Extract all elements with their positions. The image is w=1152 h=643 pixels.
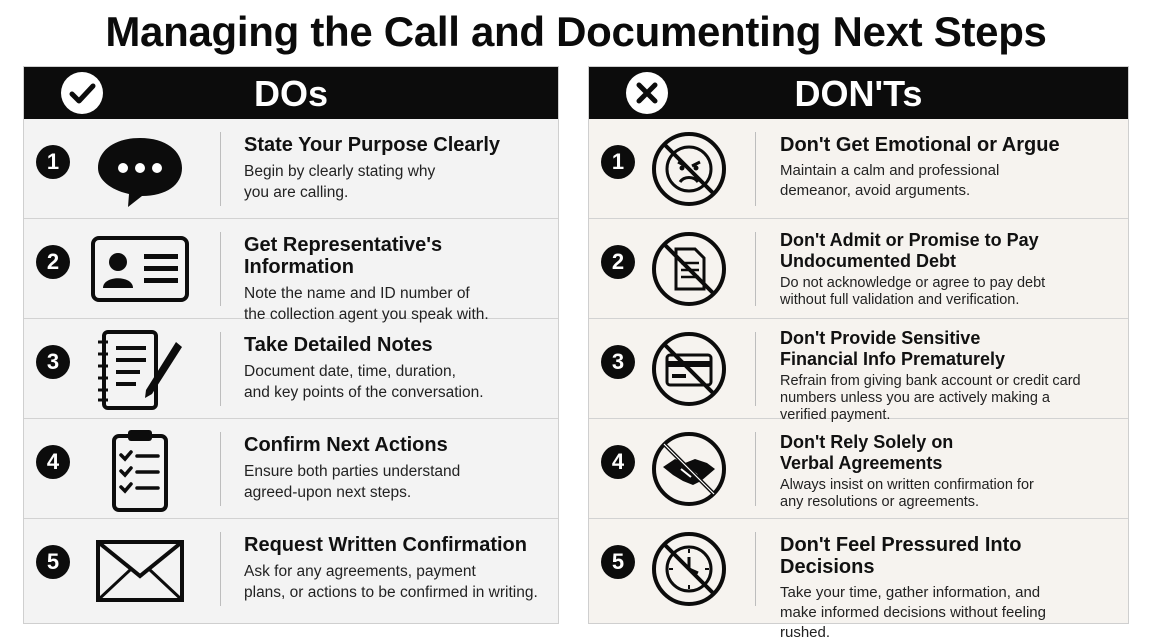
speech-bubble-icon xyxy=(90,128,190,212)
row-title: Don't Rely Solely on Verbal Agreements xyxy=(780,432,954,473)
row-title: Request Written Confirmation xyxy=(244,534,527,556)
no-credit-card-icon xyxy=(649,329,729,409)
number-badge: 4 xyxy=(601,445,635,479)
clipboard-checklist-icon xyxy=(90,428,190,512)
no-handshake-icon xyxy=(649,429,729,509)
id-card-icon xyxy=(90,228,190,312)
row-title: Don't Admit or Promise to Pay Undocumented Debt xyxy=(780,230,1039,271)
row-divider xyxy=(220,132,221,206)
number-badge: 2 xyxy=(36,245,70,279)
no-clock-icon xyxy=(649,529,729,609)
donts-header xyxy=(589,67,1128,119)
dos-header xyxy=(24,67,558,119)
donts-row-5 xyxy=(589,520,1128,641)
number-badge: 2 xyxy=(601,245,635,279)
row-divider xyxy=(755,532,756,606)
no-document-icon xyxy=(649,229,729,309)
row-divider xyxy=(755,232,756,306)
row-divider xyxy=(220,432,221,506)
row-divider xyxy=(755,132,756,206)
dos-row-1 xyxy=(24,120,558,219)
page-title: Managing the Call and Documenting Next Steps xyxy=(105,8,1047,55)
row-title: Take Detailed Notes xyxy=(244,334,433,356)
row-description: Refrain from giving bank account or credit card numbers unless you are actively making a verified payment. xyxy=(780,373,1081,423)
row-title: State Your Purpose Clearly xyxy=(244,134,501,156)
row-description: Take your time, gather information, and make informed decisions without feeling rushed. xyxy=(780,584,1046,641)
no-angry-face-icon xyxy=(649,129,729,209)
row-title: Get Representative's Information xyxy=(244,234,443,278)
row-title: Don't Get Emotional or Argue xyxy=(780,134,1060,156)
row-title: Confirm Next Actions xyxy=(244,434,448,456)
row-divider xyxy=(220,332,221,406)
notepad-pen-icon xyxy=(90,328,190,412)
donts-panel xyxy=(588,66,1129,641)
number-badge: 3 xyxy=(36,345,70,379)
row-divider xyxy=(220,532,221,606)
row-description: Ensure both parties understand agreed-upon next steps. xyxy=(244,463,461,501)
envelope-icon xyxy=(90,528,190,612)
row-description: Note the name and ID number of the collection agent you speak with. xyxy=(244,285,489,323)
row-description: Document date, time, duration, and key points of the conversation. xyxy=(244,363,484,401)
donts-row-3 xyxy=(589,320,1128,423)
dos-row-5 xyxy=(24,520,558,619)
row-title: Don't Provide Sensitive Financial Info Prematurely xyxy=(780,328,1006,369)
number-badge: 1 xyxy=(601,145,635,179)
row-description: Always insist on written confirmation for any resolutions or agreements. xyxy=(780,477,1034,510)
donts-row-1 xyxy=(589,120,1128,219)
number-badge: 5 xyxy=(36,545,70,579)
dos-row-3 xyxy=(24,320,558,419)
row-description: Maintain a calm and professional demeanor, avoid arguments. xyxy=(780,162,1000,199)
donts-row-2 xyxy=(589,220,1128,319)
dos-panel xyxy=(23,66,559,624)
number-badge: 1 xyxy=(36,145,70,179)
number-badge: 5 xyxy=(601,545,635,579)
row-description: Begin by clearly stating why you are calling. xyxy=(244,163,436,201)
row-divider xyxy=(755,432,756,506)
row-divider xyxy=(220,232,221,306)
row-title: Don't Feel Pressured Into Decisions xyxy=(780,534,1022,578)
number-badge: 3 xyxy=(601,345,635,379)
dos-row-2 xyxy=(24,220,558,323)
number-badge: 4 xyxy=(36,445,70,479)
row-description: Do not acknowledge or agree to pay debt without full validation and verification. xyxy=(780,275,1046,308)
dos-row-4 xyxy=(24,420,558,519)
dos-title: DOs xyxy=(253,73,329,114)
row-description: Ask for any agreements, payment plans, or actions to be confirmed in writing. xyxy=(244,563,538,601)
donts-title: DON'Ts xyxy=(794,73,923,114)
donts-row-4 xyxy=(589,420,1128,519)
row-divider xyxy=(755,332,756,406)
